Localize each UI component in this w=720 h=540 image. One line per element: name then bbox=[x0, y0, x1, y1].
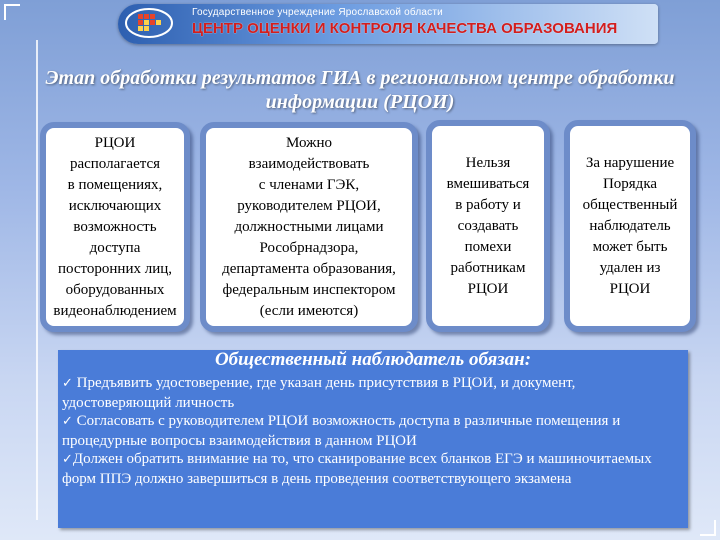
duty-item bbox=[62, 450, 684, 488]
duty-item-text: Согласовать с руководителем РЦОИ возможность доступа в различные помещения и процедурные вопросы взаимодействия в данном РЦОИ bbox=[62, 413, 621, 449]
duty-item-text: Должен обратить внимание на то, что сканирование всех бланков ЕГЭ и машиночитаемых форм ППЭ должно завершиться в день проведения соответствующего экзамена bbox=[62, 451, 652, 487]
info-card-allowed-interaction bbox=[200, 122, 418, 332]
observer-duties-panel bbox=[58, 350, 688, 528]
duty-item-text: Предъявить удостоверение, где указан день присутствия в РЦОИ, и документ, удостоверяющий личность bbox=[62, 375, 576, 411]
decorative-vertical-line bbox=[36, 40, 38, 520]
page-title: Этап обработки результатов ГИА в региональном центре обработки информации (РЦОИ) bbox=[45, 67, 675, 113]
info-card-prohibited-interference bbox=[426, 120, 550, 332]
info-card-text: РЦОИ располагается в помещениях, исключающих возможность доступа посторонних лиц, оборудованных видеонаблюдением bbox=[53, 134, 177, 319]
checkmark-icon: ✓ bbox=[62, 376, 73, 391]
checkmark-icon: ✓ bbox=[62, 452, 73, 467]
corner-mark-bottom-right bbox=[700, 520, 716, 536]
info-card-text: Можно взаимодействовать с членами ГЭК, руководителем РЦОИ, должностными лицами Рособрнадзора, департамента образования, федеральным инспектором (если имеются) bbox=[222, 134, 396, 319]
organization-logo-icon bbox=[124, 6, 174, 40]
info-card-text: Нельзя вмешиваться в работу и создавать помехи работникам РЦОИ bbox=[446, 154, 530, 297]
duty-item bbox=[62, 374, 684, 412]
info-card-text: За нарушение Порядка общественный наблюдатель может быть удален из РЦОИ bbox=[582, 154, 678, 297]
corner-mark-top-left bbox=[4, 4, 20, 20]
duties-title: Общественный наблюдатель обязан: bbox=[214, 349, 532, 370]
organization-subtitle: Государственное учреждение Ярославской области bbox=[192, 7, 443, 18]
info-card-rcoi-location bbox=[40, 122, 190, 332]
organization-name: ЦЕНТР ОЦЕНКИ И КОНТРОЛЯ КАЧЕСТВА ОБРАЗОВАНИЯ bbox=[192, 20, 618, 37]
info-card-removal-for-violation bbox=[564, 120, 696, 332]
checkmark-icon: ✓ bbox=[62, 414, 73, 429]
duty-item bbox=[62, 412, 684, 450]
